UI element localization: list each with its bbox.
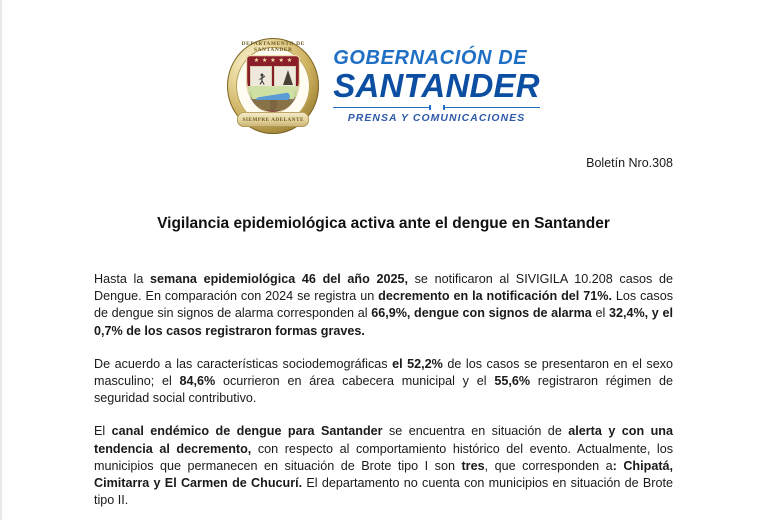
paragraph <box>94 271 673 340</box>
body-text: se encuentra en situación de <box>382 424 569 439</box>
wordmark-line-gobernacion: GOBERNACIÓN DE <box>333 46 528 69</box>
emblem-quarter-right <box>274 66 296 87</box>
emblem-ring-text-top: DEPARTAMENTO DE SANTANDER <box>241 40 305 53</box>
emphasis-text: el 52,2% <box>392 356 443 371</box>
emphasis-text: 32,4%, y el 0,7% de los casos registraron formas graves. <box>94 306 673 338</box>
body-text: con respecto al comportamiento histórico del evento. Actualmente, los municipios que permanecen en situación de Brote tipo I son <box>94 441 673 473</box>
bulletin-number: Boletín Nro.308 <box>586 156 673 170</box>
emphasis-text: alerta y con una tendencia al decremento, <box>94 424 673 456</box>
body-text: El <box>94 424 112 439</box>
body-text: de los casos se presentaron en el sexo masculino; el <box>94 356 673 389</box>
emphasis-text: 66,9%, dengue con signos de alarma <box>371 306 592 321</box>
wordmark-line-prensa: PRENSA Y COMUNICACIONES <box>347 112 526 124</box>
emphasis-text: : Chipatá, Cimitarra y El Carmen de Chucurí. <box>94 458 674 491</box>
emphasis-text: 84,6% <box>179 374 216 389</box>
page-title: Vigilancia epidemiológica activa ante el dengue en Santander <box>157 215 610 232</box>
emblem-stars: ★ ★ ★ ★ ★ <box>253 58 293 64</box>
emphasis-text: canal endémico de dengue para Santander <box>111 424 383 439</box>
body-text: ocurrieron en área cabecera municipal y el <box>215 374 495 389</box>
emblem-miner-figure-icon <box>258 72 266 84</box>
body-text: , que corresponden a <box>484 458 613 473</box>
emblem-quarter-left <box>250 66 272 87</box>
emblem-landscape <box>248 86 298 111</box>
emblem-motto-banner <box>237 112 309 127</box>
document-body <box>2 271 765 509</box>
santander-coat-of-arms-icon <box>227 38 319 134</box>
body-text: se notificaron al SIVIGILA 10.208 casos de Dengue. En comparación con 2024 se registra un <box>94 272 673 304</box>
body-text: Los casos de dengue sin signos de alarma corresponden al <box>94 289 674 321</box>
emblem-shield <box>246 55 300 113</box>
emphasis-text: semana epidemiológica 46 del año 2025, <box>150 272 408 286</box>
emblem-oil-derrick-icon <box>283 70 293 85</box>
emphasis-text: tres <box>461 458 485 473</box>
paragraph <box>94 423 673 509</box>
wordmark-divider <box>333 106 540 109</box>
gobernacion-wordmark <box>333 48 540 124</box>
body-text: el <box>591 306 609 321</box>
emphasis-text: decremento en la notificación del 71%. <box>378 289 612 304</box>
body-text: registraron régimen de seguridad social contributivo. <box>94 374 674 406</box>
emblem-stones <box>254 100 292 110</box>
emphasis-text: 55,6% <box>494 374 531 389</box>
body-text: De acuerdo a las características sociodemográficas <box>94 356 393 371</box>
emblem-motto-text: SIEMPRE ADELANTE <box>242 116 304 123</box>
body-text: El departamento no cuenta con municipios en situación de Brote tipo II. <box>94 476 673 508</box>
body-text: Hasta la <box>94 272 151 286</box>
paragraph <box>94 356 673 408</box>
letterhead <box>2 0 765 134</box>
wordmark-line-santander: SANTANDER <box>333 66 540 104</box>
